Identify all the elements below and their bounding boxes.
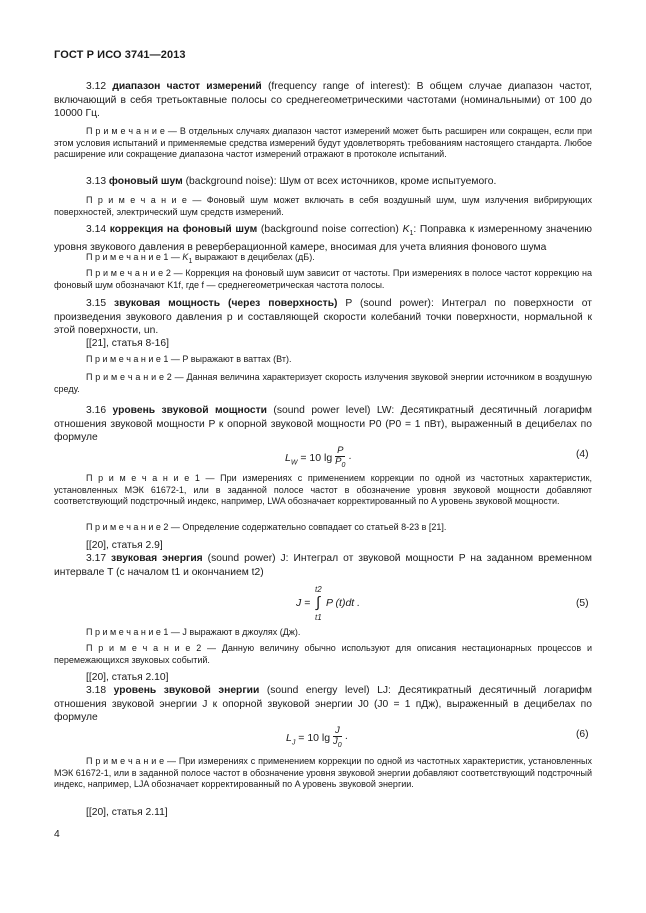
equation-4-number: (4) xyxy=(576,449,589,460)
note-3-14-1: П р и м е ч а н и е 1 — $K_1$ выражают в децибелах (дБ). xyxy=(86,252,315,265)
reference-3-17: [[20], статья 2.10] xyxy=(86,672,169,683)
equation-4: $L_W = 10$ lg $\frac{P}{P_0}$ · xyxy=(285,445,352,469)
equation-5-number: (5) xyxy=(576,598,589,609)
note-3-16-2: П р и м е ч а н и е 2 — Определение содержательно совпадает со статьей 8-23 в [21]. xyxy=(86,522,447,532)
note-3-16-1: П р и м е ч а н и е 1 — При измерениях с применением коррекции по одной из частотных характеристик, установленных МЭК 61672-1, или в заданной полосе частот в обозначение уровня звуковой мощности добавляют соответствующий подстрочный индекс, например, LWA обозначает корректированный по A уровень звуковой мощности. xyxy=(54,473,592,506)
section-3-12: 3.12 диапазон частот измерений (frequency range of interest): В общем случае диапазон частот, включающий в себя третьоктавные полосы со среднегеометрическими частотами (номинальными) от 100 до 10000 Гц. xyxy=(54,81,592,119)
section-3-17: 3.17 звуковая энергия (sound power) J: Интеграл от звуковой мощности P на заданном временном интервале T (с началом t1 и окончанием t2) xyxy=(54,553,592,578)
section-3-13: 3.13 фоновый шум (background noise): Шум от всех источников, кроме испытуемого. xyxy=(86,176,497,187)
note-3-17-2: П р и м е ч а н и е 2 — Данную величину обычно используют для описания нестационарных процессов и перемежающихся звуковых событий. xyxy=(54,643,592,665)
page-number: 4 xyxy=(54,829,60,840)
equation-6-number: (6) xyxy=(576,729,589,740)
note-3-14-2: П р и м е ч а н и е 2 — Коррекция на фоновый шум зависит от частоты. При измерениях в полосе частот коррекцию на фоновый шум обозначают K1f, где f — среднегеометрическая частота полосы. xyxy=(54,268,592,290)
equation-5: J = t2 ∫ t1 P (t)dt . xyxy=(296,585,361,622)
equation-6: $L_J = 10$ lg $\frac{J}{J_0}$ · xyxy=(286,725,349,749)
reference-3-18: [[20], статья 2.11] xyxy=(86,807,168,818)
note-3-18: П р и м е ч а н и е — При измерениях с применением коррекции по одной из частотных характеристик, установленных МЭК 61672-1, или в заданной полосе частот в обозначение уровня звуковой энергии добавляют соответствующий подстрочный индекс, например, LJA обозначает корректированный по A уровень звуковой энергии. xyxy=(54,756,592,789)
section-3-15: 3.15 звуковая мощность (через поверхность) P (sound power): Интеграл по поверхности от произведения звукового давления p и составляющей скорости колебаний точки поверхности, нормальной к этой поверхности, un. xyxy=(54,298,592,336)
section-3-14: 3.14 коррекция на фоновый шум (background noise correction) $K_1$: Поправка к измеренному значению уровня звукового давления в реверберационной камере, вносимая для учета влияния фонового шума xyxy=(54,224,592,253)
note-3-12: П р и м е ч а н и е — В отдельных случаях диапазон частот измерений может быть расширен или сокращен, если при этом условия испытаний и применяемые средства измерений будут удовлетворять требованиям настоящего стандарта. Любое расширение или сокращение диапазона частот измерений отражают в протоколе испытаний. xyxy=(54,126,592,159)
document-header: ГОСТ Р ИСО 3741—2013 xyxy=(54,49,186,61)
note-3-15-2: П р и м е ч а н и е 2 — Данная величина характеризует скорость излучения звуковой энергии источником в воздушную среду. xyxy=(54,372,592,394)
note-3-17-1: П р и м е ч а н и е 1 — J выражают в джоулях (Дж). xyxy=(86,627,301,637)
reference-3-16: [[20], статья 2.9] xyxy=(86,540,163,551)
section-3-18: 3.18 уровень звуковой энергии (sound energy level) LJ: Десятикратный десятичный логарифм отношения звуковой энергии J к опорной звуковой энергии J0 (J0 = 1 пДж), выраженный в децибелах по формуле xyxy=(54,685,592,723)
section-3-16: 3.16 уровень звуковой мощности (sound power level) LW: Десятикратный десятичный логарифм отношения звуковой мощности P к опорной звуковой мощности P0 (P0 = 1 пВт), выраженный в децибелах по формуле xyxy=(54,405,592,443)
note-3-13: П р и м е ч а н и е — Фоновый шум может включать в себя воздушный шум, шум излучения вибрирующих поверхностей, электрический шум средств измерений. xyxy=(54,195,592,217)
reference-3-15: [[21], статья 8-16] xyxy=(86,338,169,349)
note-3-15-1: П р и м е ч а н и е 1 — P выражают в ваттах (Вт). xyxy=(86,354,292,364)
